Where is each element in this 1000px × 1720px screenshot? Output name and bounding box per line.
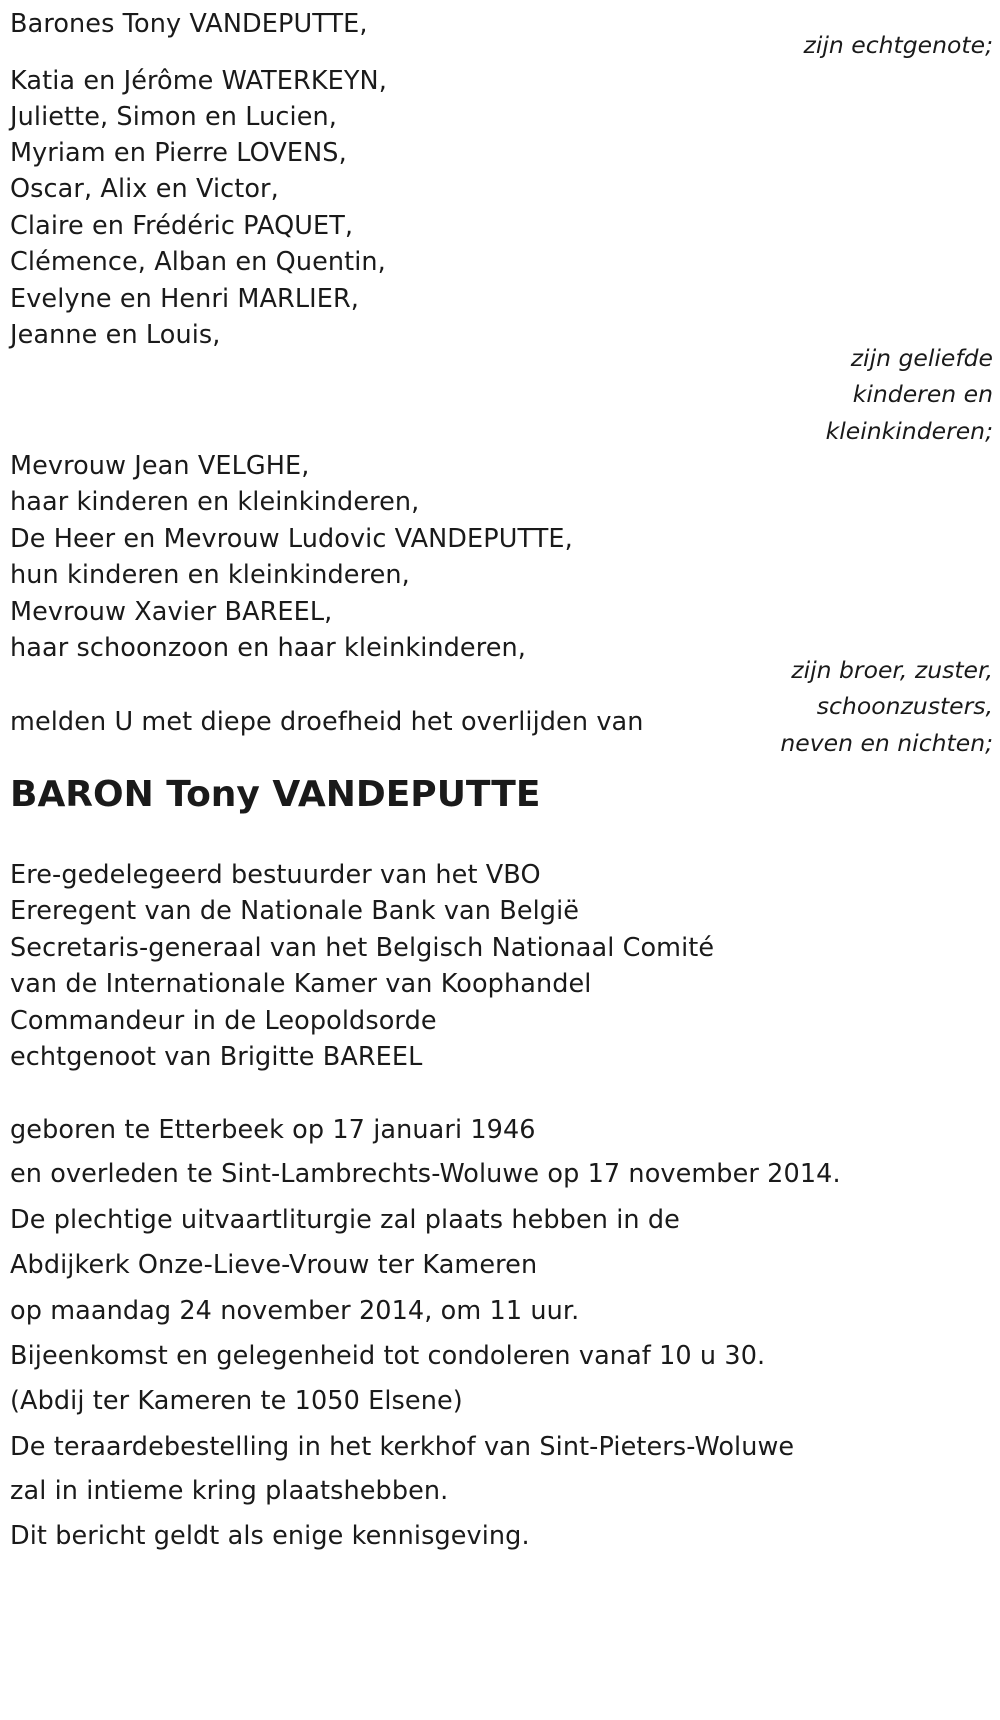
deceased-name: BARON Tony VANDEPUTTE: [10, 774, 541, 815]
title-line: echtgenoot van Brigitte BAREEL: [10, 1042, 423, 1072]
title-line: Secretaris-generaal van het Belgisch Nationaal Comité: [10, 933, 715, 963]
detail-line: De teraardebestelling in het kerkhof van Sint-Pieters-Woluwe: [10, 1432, 795, 1462]
siblings-line: haar schoonzoon en haar kleinkinderen,: [10, 633, 527, 663]
siblings-line: Mevrouw Xavier BAREEL,: [10, 597, 333, 627]
detail-line: Dit bericht geldt als enige kennisgeving.: [10, 1521, 530, 1551]
siblings-line: De Heer en Mevrouw Ludovic VANDEPUTTE,: [10, 524, 573, 554]
detail-line: geboren te Etterbeek op 17 januari 1946: [10, 1115, 536, 1145]
children-line: Myriam en Pierre LOVENS,: [10, 138, 347, 168]
detail-line: De plechtige uitvaartliturgie zal plaats hebben in de: [10, 1205, 680, 1235]
children-line: Katia en Jérôme WATERKEYN,: [10, 66, 387, 96]
children-note-line: kinderen en: [852, 380, 993, 408]
title-line: Ereregent van de Nationale Bank van België: [10, 896, 580, 926]
detail-line: (Abdij ter Kameren te 1050 Elsene): [10, 1386, 463, 1416]
title-line: Ere-gedelegeerd bestuurder van het VBO: [10, 860, 541, 890]
children-line: Juliette, Simon en Lucien,: [10, 102, 337, 132]
children-line: Clémence, Alban en Quentin,: [10, 247, 386, 277]
children-line: Jeanne en Louis,: [10, 320, 221, 350]
detail-line: Abdijkerk Onze-Lieve-Vrouw ter Kameren: [10, 1250, 538, 1280]
siblings-line: hun kinderen en kleinkinderen,: [10, 560, 410, 590]
siblings-line: Mevrouw Jean VELGHE,: [10, 451, 310, 481]
detail-line: op maandag 24 november 2014, om 11 uur.: [10, 1296, 580, 1326]
children-line: Oscar, Alix en Victor,: [10, 174, 279, 204]
detail-line: zal in intieme kring plaatshebben.: [10, 1476, 449, 1506]
children-line: Evelyne en Henri MARLIER,: [10, 284, 360, 314]
siblings-line: haar kinderen en kleinkinderen,: [10, 487, 420, 517]
detail-line: en overleden te Sint-Lambrechts-Woluwe op 17 november 2014.: [10, 1159, 841, 1189]
siblings-note-line: schoonzusters,: [816, 692, 993, 720]
children-note-line: kleinkinderen;: [825, 417, 993, 445]
children-line: Claire en Frédéric PAQUET,: [10, 211, 354, 241]
spouse-note: zijn echtgenote;: [803, 31, 993, 59]
siblings-note-line: zijn broer, zuster,: [791, 656, 993, 684]
title-line: van de Internationale Kamer van Koophandel: [10, 969, 592, 999]
detail-line: Bijeenkomst en gelegenheid tot condoleren vanaf 10 u 30.: [10, 1341, 766, 1371]
children-note-line: zijn geliefde: [850, 344, 993, 372]
title-line: Commandeur in de Leopoldsorde: [10, 1006, 437, 1036]
announcement: melden U met diepe droefheid het overlijden van: [10, 707, 644, 737]
siblings-note-line: neven en nichten;: [780, 729, 993, 757]
spouse-name: Barones Tony VANDEPUTTE,: [10, 9, 368, 39]
